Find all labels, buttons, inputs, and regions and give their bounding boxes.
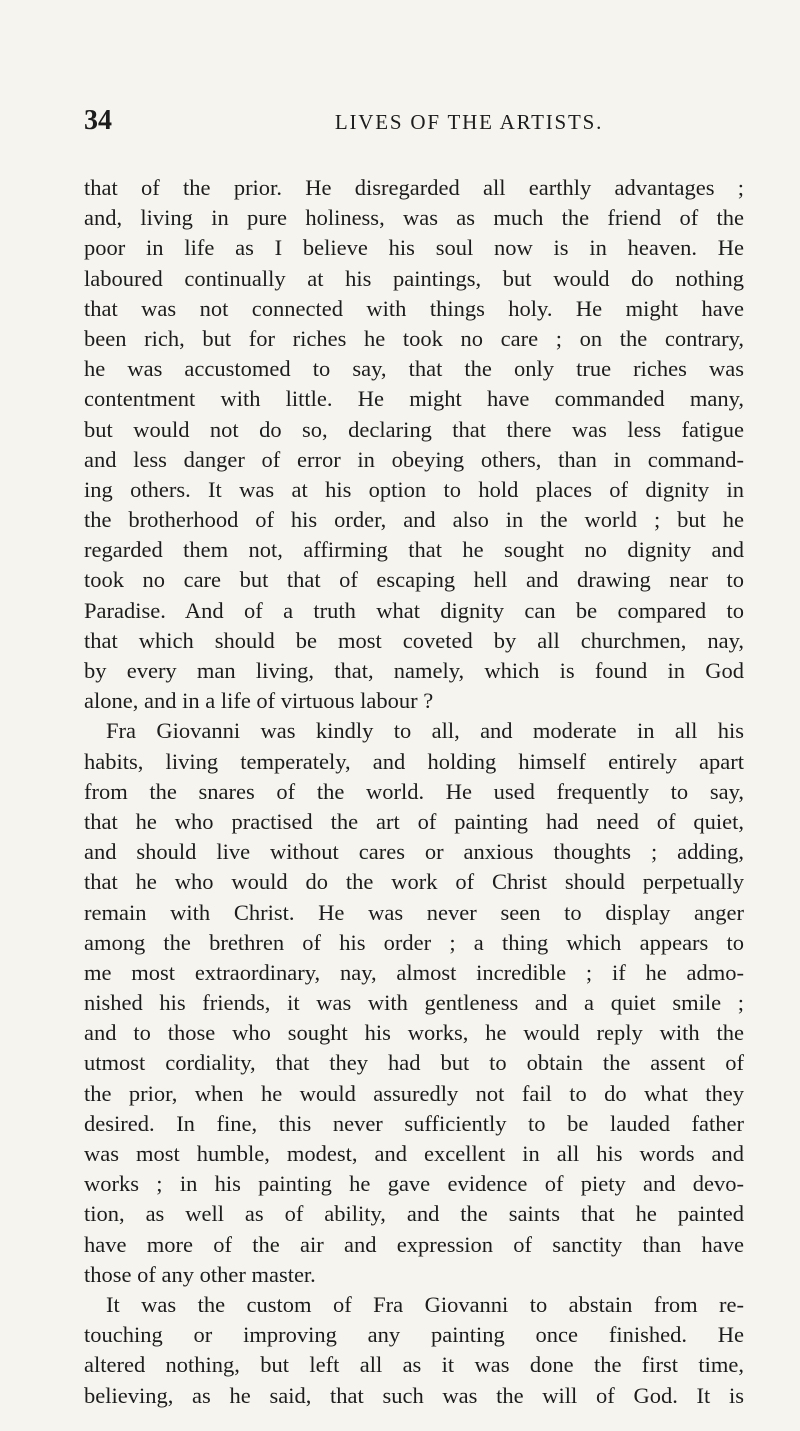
text-line: and less danger of error in obeying others, than in command- — [84, 446, 744, 472]
text-line: from the snares of the world. He used frequently to say, — [84, 778, 744, 804]
text-line: tion, as well as of ability, and the saints that he painted — [84, 1201, 744, 1227]
text-line: that which should be most coveted by all churchmen, nay, — [84, 627, 744, 653]
text-line: laboured continually at his paintings, but would do nothing — [84, 265, 744, 291]
text-line: and, living in pure holiness, was as much the friend of the — [84, 205, 744, 231]
running-title: LIVES OF THE ARTISTS. — [334, 110, 604, 134]
text-line: ing others. It was at his option to hold places of dignity in — [84, 476, 744, 502]
text-line: alone, and in a life of virtuous labour ? — [84, 688, 434, 714]
text-line: utmost cordiality, that they had but to obtain the assent of — [84, 1050, 744, 1076]
text-line: works ; in his painting he gave evidence of piety and devo- — [84, 1171, 744, 1197]
text-line: the brotherhood of his order, and also in the world ; but he — [84, 507, 744, 533]
text-line: It was the custom of Fra Giovanni to abstain from re- — [106, 1291, 744, 1317]
text-line: remain with Christ. He was never seen to display anger — [84, 899, 744, 925]
text-line: the prior, when he would assuredly not fail to do what they — [84, 1080, 744, 1106]
text-line: was most humble, modest, and excellent in all his words and — [84, 1141, 744, 1166]
text-line: by every man living, that, namely, which is found in God — [84, 658, 744, 683]
text-line: believing, as he said, that such was the will of God. It is — [84, 1382, 744, 1408]
text-line: have more of the air and expression of sanctity than have — [84, 1231, 744, 1257]
text-line: among the brethren of his order ; a thing which appears to — [84, 929, 744, 955]
text-line: poor in life as I believe his soul now is in heaven. He — [84, 235, 744, 261]
text-line: took no care but that of escaping hell and drawing near to — [84, 567, 744, 593]
text-line: that of the prior. He disregarded all earthly advantages ; — [84, 175, 744, 200]
text-line: nished his friends, it was with gentleness and a quiet smile ; — [84, 990, 744, 1016]
text-line: and should live without cares or anxious thoughts ; adding, — [84, 839, 744, 865]
text-line: touching or improving any painting once finished. He — [84, 1322, 744, 1348]
text-line: desired. In fine, this never sufficiently to be lauded father — [84, 1110, 744, 1136]
text-line: contentment with little. He might have commanded many, — [84, 386, 744, 412]
text-line: regarded them not, affirming that he sought no dignity and — [84, 537, 744, 563]
body-text — [84, 173, 744, 1411]
text-line: he was accustomed to say, that the only true riches was — [84, 356, 744, 382]
page-number: 34 — [84, 105, 112, 136]
running-head — [84, 104, 744, 138]
text-line: altered nothing, but left all as it was done the first time, — [84, 1352, 744, 1378]
text-line: that was not connected with things holy. He might have — [84, 295, 744, 321]
text-line: been rich, but for riches he took no care ; on the contrary, — [84, 325, 744, 351]
text-line: me most extraordinary, nay, almost incredible ; if he admo- — [84, 959, 744, 985]
text-line: Fra Giovanni was kindly to all, and moderate in all his — [106, 718, 744, 744]
text-line: those of any other master. — [84, 1261, 316, 1287]
text-line: that he who practised the art of painting had need of quiet, — [84, 808, 744, 834]
text-line: that he who would do the work of Christ should perpetually — [84, 869, 744, 895]
text-line: but would not do so, declaring that there was less fatigue — [84, 416, 744, 442]
text-line: habits, living temperately, and holding himself entirely apart — [84, 748, 744, 774]
text-line: and to those who sought his works, he would reply with the — [84, 1020, 744, 1046]
text-line: Paradise. And of a truth what dignity can be compared to — [84, 597, 744, 623]
